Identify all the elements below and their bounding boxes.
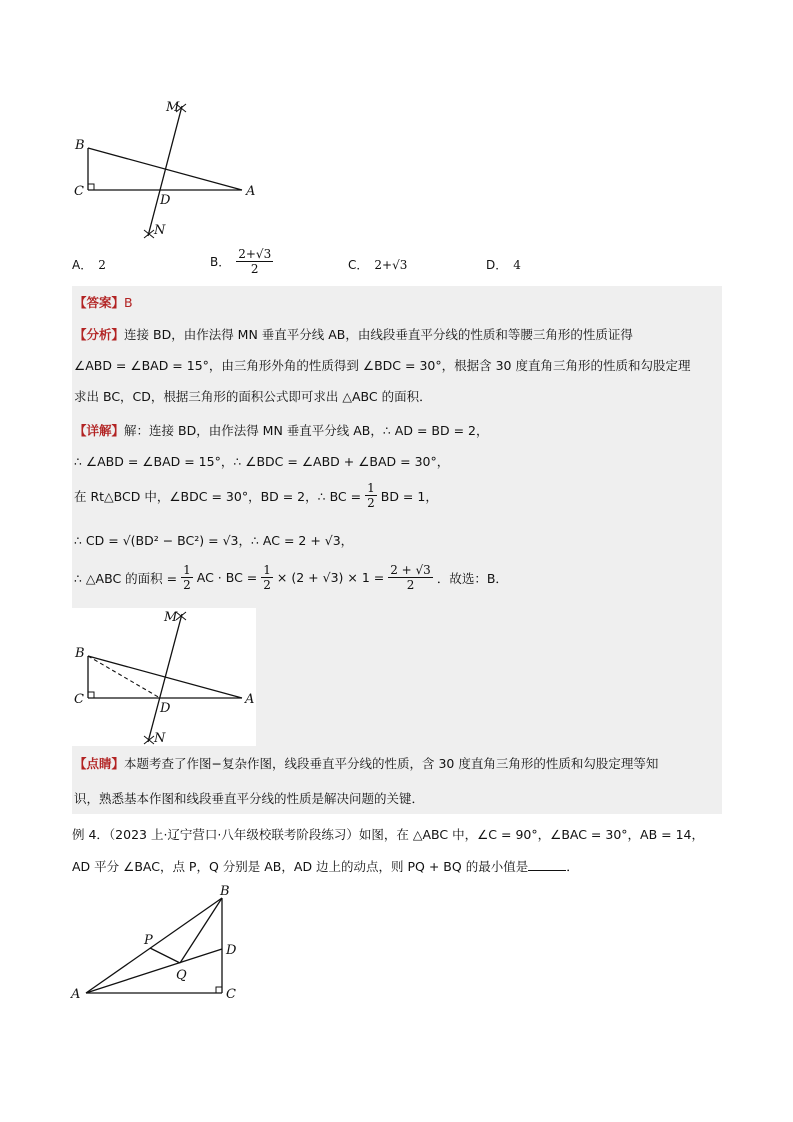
answer-tag: 【答案】 <box>74 295 125 310</box>
figure-perpendicular-bisector <box>66 96 266 246</box>
detail-text-3a: 在 Rt△BCD 中，∠BDC = 30°，BD = 2，∴ BC = <box>74 488 362 504</box>
label3-p: P <box>144 933 153 948</box>
example-line-1 <box>72 825 704 843</box>
answer-blank[interactable] <box>528 858 566 871</box>
option-b-denominator: 2 <box>250 262 259 276</box>
analysis-line-1 <box>74 325 633 343</box>
option-a-letter: A． <box>72 258 93 272</box>
label-b: B <box>75 138 85 153</box>
option-b <box>210 248 273 275</box>
detail-fraction-den: 2 <box>367 496 375 510</box>
segment3-pq <box>150 948 180 963</box>
comment-line-1 <box>74 754 658 772</box>
detail-fraction-5a-den: 2 <box>183 578 191 592</box>
detail-fraction-5c-num: 2 + √3 <box>390 563 431 577</box>
analysis-line-2 <box>74 356 690 374</box>
detail-fraction-5b-den: 2 <box>263 578 271 592</box>
comment-text-2: 识，熟悉基本作图和线段垂直平分线的性质是解决问题的关键． <box>74 791 425 806</box>
segment3-bq <box>180 898 222 963</box>
label-m: M <box>166 100 180 115</box>
option-b-fraction <box>236 248 273 275</box>
right-angle-mark <box>88 184 94 190</box>
line2-mn <box>148 614 182 742</box>
analysis-text-1: 连接 BD，由作法得 MN 垂直平分线 AB，由线段垂直平分线的性质和等腰三角形的性质证得 <box>124 327 633 342</box>
figure-example-triangle <box>66 880 266 1010</box>
option-c-value: 2+√3 <box>374 257 408 272</box>
option-c-letter: C． <box>348 258 369 272</box>
detail-fraction-5a-num: 1 <box>183 563 191 577</box>
analysis-tag: 【分析】 <box>74 327 125 342</box>
detail-text-5a: ∴ △ABC 的面积 = <box>74 570 178 586</box>
option-c <box>348 256 407 273</box>
label2-c: C <box>74 692 84 707</box>
comment-text-1: 本题考查了作图−复杂作图，线段垂直平分线的性质，含 30 度直角三角形的性质和勾股定理等知 <box>124 756 659 771</box>
detail-line-3 <box>74 482 438 509</box>
detail-text-3b: BD = 1， <box>380 488 438 504</box>
analysis-text-3: 求出 BC，CD，根据三角形的面积公式即可求出 △ABC 的面积． <box>74 389 432 404</box>
label2-b: B <box>75 646 85 661</box>
detail-fraction-num: 1 <box>367 481 375 495</box>
detail-text-4: ∴ CD = √(BD² − BC²) = √3，∴ AC = 2 + √3， <box>74 533 354 548</box>
answer-options <box>72 247 732 284</box>
right-angle-mark-3 <box>216 987 222 993</box>
comment-tag: 【点睛】 <box>74 756 125 771</box>
label3-b: B <box>220 884 230 899</box>
label-n: N <box>154 223 166 238</box>
segment3-ad <box>86 949 222 993</box>
analysis-text-2: ∠ABD = ∠BAD = 15°，由三角形外角的性质得到 ∠BDC = 30°，根据含 30 度直角三角形的性质和勾股定理 <box>74 358 691 373</box>
detail-fraction-5b-num: 1 <box>263 563 271 577</box>
example-text-1: 例 4．（2023 上·辽宁营口·八年级校联考阶段练习）如图，在 △ABC 中，∠C = 90°，∠BAC = 30°，AB = 14， <box>72 827 704 842</box>
label3-c: C <box>226 987 236 1002</box>
option-a <box>72 256 106 273</box>
segment2-bd-dashed <box>88 656 160 698</box>
figure-solution-diagram <box>72 608 256 746</box>
label-d: D <box>160 193 171 208</box>
detail-text-5b: AC · BC = <box>196 570 258 585</box>
segment3-ab <box>86 898 222 993</box>
example-text-2-end: ． <box>566 859 579 874</box>
solution-block <box>72 286 722 814</box>
label2-d: D <box>160 701 171 716</box>
detail-tag: 【详解】 <box>74 423 125 438</box>
detail-line-1 <box>74 421 488 439</box>
option-d-letter: D． <box>486 258 508 272</box>
answer-value: B <box>124 295 133 310</box>
detail-line-5 <box>74 564 508 591</box>
label2-m: M <box>164 610 178 625</box>
option-b-numerator: 2+√3 <box>238 247 272 261</box>
example-line-2 <box>72 857 579 875</box>
option-a-value: 2 <box>98 257 106 272</box>
label2-n: N <box>154 731 166 746</box>
detail-fraction-5c <box>388 564 433 591</box>
example-text-2: AD 平分 ∠BAC，点 P，Q 分别是 AB，AD 边上的动点，则 PQ + BQ 的最小值是 <box>72 859 529 874</box>
option-b-letter: B． <box>210 255 231 269</box>
detail-fraction-half <box>365 482 377 509</box>
label-c: C <box>74 184 84 199</box>
detail-fraction-5b <box>261 564 273 591</box>
detail-fraction-5a <box>181 564 193 591</box>
option-d <box>486 256 521 273</box>
detail-fraction-5c-den: 2 <box>406 578 415 592</box>
detail-line-4 <box>74 531 353 549</box>
label3-a: A <box>71 987 81 1002</box>
detail-line-2 <box>74 452 449 470</box>
line-mn <box>148 106 182 236</box>
analysis-line-3 <box>74 387 432 405</box>
detail-text-1: 解：连接 BD，由作法得 MN 垂直平分线 AB，∴ AD = BD = 2， <box>124 423 489 438</box>
detail-text-5c: × (2 + √3) × 1 = <box>276 570 385 585</box>
label3-q: Q <box>176 968 187 983</box>
label2-a: A <box>245 692 255 707</box>
detail-text-5d: ．故选：B． <box>436 570 508 586</box>
label-a: A <box>246 184 256 199</box>
right-angle-mark-2 <box>88 692 94 698</box>
comment-line-2 <box>74 789 424 807</box>
detail-text-2: ∴ ∠ABD = ∠BAD = 15°，∴ ∠BDC = ∠ABD + ∠BAD = 30°， <box>74 454 450 469</box>
label3-d: D <box>226 943 237 958</box>
answer-line <box>74 293 133 311</box>
option-d-value: 4 <box>513 257 521 272</box>
